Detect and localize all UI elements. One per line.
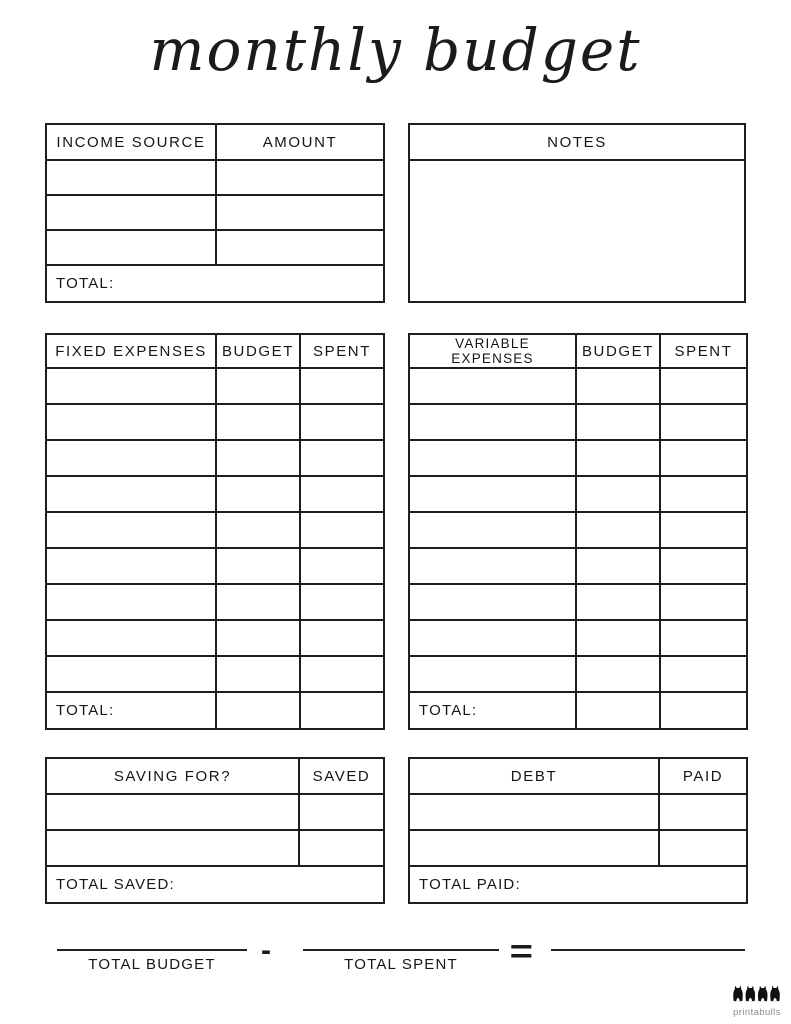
empty-cell[interactable] xyxy=(576,404,660,440)
variable-expenses-total-row xyxy=(409,692,747,729)
empty-cell[interactable] xyxy=(409,830,659,866)
table-row xyxy=(46,656,384,692)
empty-cell[interactable] xyxy=(660,512,747,548)
empty-cell[interactable] xyxy=(216,512,300,548)
empty-cell[interactable] xyxy=(660,656,747,692)
table-row xyxy=(46,794,384,830)
variable-total-cell[interactable] xyxy=(409,692,576,729)
empty-cell[interactable] xyxy=(660,620,747,656)
table-row xyxy=(46,160,384,195)
empty-cell[interactable] xyxy=(216,476,300,512)
table-row xyxy=(46,195,384,230)
debt-header-row xyxy=(409,758,747,794)
table-row xyxy=(46,620,384,656)
empty-cell[interactable] xyxy=(216,584,300,620)
empty-cell[interactable] xyxy=(216,160,384,195)
empty-cell[interactable] xyxy=(576,368,660,404)
table-row xyxy=(409,620,747,656)
empty-cell[interactable] xyxy=(409,512,576,548)
empty-cell[interactable] xyxy=(659,794,747,830)
empty-cell[interactable] xyxy=(216,230,384,265)
empty-cell[interactable] xyxy=(46,656,216,692)
empty-cell[interactable] xyxy=(216,656,300,692)
result-blank-line[interactable] xyxy=(551,938,745,951)
total-paid-label: TOTAL PAID: xyxy=(419,876,521,893)
empty-cell[interactable] xyxy=(216,620,300,656)
saved-header: SAVED xyxy=(299,758,384,794)
saving-for-header: SAVING FOR? xyxy=(46,758,299,794)
table-row xyxy=(409,404,747,440)
empty-cell[interactable] xyxy=(409,404,576,440)
total-spent-group xyxy=(303,938,499,973)
equals-sign: = xyxy=(509,933,534,969)
income-header-row xyxy=(46,124,384,160)
spent-header: SPENT xyxy=(300,334,384,368)
table-row xyxy=(409,584,747,620)
total-budget-blank-line[interactable] xyxy=(57,938,247,951)
fixed-total-spent-cell[interactable] xyxy=(300,692,384,729)
table-row xyxy=(409,368,747,404)
empty-cell[interactable] xyxy=(409,794,659,830)
budget-header: BUDGET xyxy=(576,334,660,368)
debt-total-row xyxy=(409,866,747,903)
expenses-section xyxy=(45,333,746,730)
amount-header: AMOUNT xyxy=(216,124,384,160)
empty-cell[interactable] xyxy=(46,584,216,620)
variable-expenses-header-row xyxy=(409,334,747,368)
fixed-expenses-total-row xyxy=(46,692,384,729)
variable-total-budget-cell[interactable] xyxy=(576,692,660,729)
table-row xyxy=(46,584,384,620)
empty-cell[interactable] xyxy=(409,440,576,476)
table-row xyxy=(46,548,384,584)
page-title: monthly budget xyxy=(149,16,642,84)
fixed-expenses-header: FIXED EXPENSES xyxy=(46,334,216,368)
printabulls-logo xyxy=(732,984,782,1018)
empty-cell[interactable] xyxy=(660,584,747,620)
empty-cell[interactable] xyxy=(216,404,300,440)
fixed-total-budget-cell[interactable] xyxy=(216,692,300,729)
table-row xyxy=(46,230,384,265)
empty-cell[interactable] xyxy=(46,548,216,584)
empty-cell[interactable] xyxy=(576,512,660,548)
paid-header: PAID xyxy=(659,758,747,794)
table-row xyxy=(409,512,747,548)
empty-cell[interactable] xyxy=(300,476,384,512)
empty-cell[interactable] xyxy=(300,440,384,476)
total-budget-group xyxy=(57,938,247,973)
empty-cell[interactable] xyxy=(46,512,216,548)
fixed-expenses-header-row xyxy=(46,334,384,368)
empty-cell[interactable] xyxy=(216,195,384,230)
minus-sign: - xyxy=(261,934,271,967)
total-paid-cell[interactable] xyxy=(409,866,747,903)
content-area xyxy=(45,123,746,904)
empty-cell[interactable] xyxy=(300,548,384,584)
income-total-row xyxy=(46,265,384,302)
empty-cell[interactable] xyxy=(576,656,660,692)
total-spent-label: TOTAL SPENT xyxy=(344,956,458,973)
summary-equation xyxy=(45,933,746,973)
empty-cell[interactable] xyxy=(576,584,660,620)
empty-cell[interactable] xyxy=(576,440,660,476)
empty-cell[interactable] xyxy=(300,404,384,440)
empty-cell[interactable] xyxy=(300,620,384,656)
table-row xyxy=(46,404,384,440)
savings-table xyxy=(45,757,385,904)
table-row xyxy=(409,830,747,866)
variable-expenses-table xyxy=(408,333,748,730)
table-row xyxy=(46,440,384,476)
spent-header: SPENT xyxy=(660,334,747,368)
table-row xyxy=(46,368,384,404)
notes-header-row xyxy=(409,124,745,160)
notes-header: NOTES xyxy=(409,124,745,160)
table-row xyxy=(409,476,747,512)
table-row xyxy=(409,440,747,476)
fixed-expenses-table xyxy=(45,333,385,730)
empty-cell[interactable] xyxy=(660,548,747,584)
bulldogs-icon xyxy=(732,984,782,1003)
empty-cell[interactable] xyxy=(409,476,576,512)
variable-expenses-header: VARIABLE EXPENSES xyxy=(409,334,576,368)
empty-cell[interactable] xyxy=(409,584,576,620)
empty-cell[interactable] xyxy=(660,368,747,404)
empty-cell[interactable] xyxy=(300,656,384,692)
notes-body-row xyxy=(409,160,745,302)
empty-cell[interactable] xyxy=(409,620,576,656)
empty-cell[interactable] xyxy=(46,794,299,830)
notes-table xyxy=(408,123,746,303)
empty-cell[interactable] xyxy=(409,548,576,584)
empty-cell[interactable] xyxy=(576,548,660,584)
savings-debt-section xyxy=(45,757,746,904)
empty-cell[interactable] xyxy=(299,830,384,866)
result-group xyxy=(551,938,745,951)
empty-cell[interactable] xyxy=(46,160,216,195)
table-row xyxy=(409,548,747,584)
empty-cell[interactable] xyxy=(300,512,384,548)
empty-cell[interactable] xyxy=(46,195,216,230)
empty-cell[interactable] xyxy=(660,404,747,440)
empty-cell[interactable] xyxy=(46,440,216,476)
empty-cell[interactable] xyxy=(46,230,216,265)
empty-cell[interactable] xyxy=(409,656,576,692)
empty-cell[interactable] xyxy=(46,368,216,404)
table-row xyxy=(46,476,384,512)
table-row xyxy=(409,794,747,830)
variable-total-label: TOTAL: xyxy=(419,702,478,719)
total-budget-label: TOTAL BUDGET xyxy=(88,956,216,973)
empty-cell[interactable] xyxy=(300,584,384,620)
logo-text: printabulls xyxy=(733,1007,781,1018)
empty-cell[interactable] xyxy=(576,620,660,656)
empty-cell[interactable] xyxy=(46,476,216,512)
income-source-header: INCOME SOURCE xyxy=(46,124,216,160)
debt-table xyxy=(408,757,748,904)
debt-header: DEBT xyxy=(409,758,659,794)
savings-total-row xyxy=(46,866,384,903)
empty-cell[interactable] xyxy=(300,368,384,404)
empty-cell[interactable] xyxy=(216,548,300,584)
empty-cell[interactable] xyxy=(46,830,299,866)
empty-cell[interactable] xyxy=(216,368,300,404)
total-spent-blank-line[interactable] xyxy=(303,938,499,951)
empty-cell[interactable] xyxy=(299,794,384,830)
empty-cell[interactable] xyxy=(576,476,660,512)
income-total-label: TOTAL: xyxy=(56,275,115,292)
total-saved-label: TOTAL SAVED: xyxy=(56,876,175,893)
variable-total-spent-cell[interactable] xyxy=(660,692,747,729)
table-row xyxy=(46,830,384,866)
empty-cell[interactable] xyxy=(46,404,216,440)
notes-input-area[interactable] xyxy=(409,160,745,302)
table-row xyxy=(409,656,747,692)
empty-cell[interactable] xyxy=(659,830,747,866)
empty-cell[interactable] xyxy=(216,440,300,476)
budget-header: BUDGET xyxy=(216,334,300,368)
empty-cell[interactable] xyxy=(409,368,576,404)
top-section xyxy=(45,123,746,303)
empty-cell[interactable] xyxy=(660,476,747,512)
table-row xyxy=(46,512,384,548)
fixed-total-label: TOTAL: xyxy=(56,702,115,719)
empty-cell[interactable] xyxy=(46,620,216,656)
income-total-cell[interactable] xyxy=(46,265,384,302)
income-table xyxy=(45,123,385,303)
empty-cell[interactable] xyxy=(660,440,747,476)
fixed-total-cell[interactable] xyxy=(46,692,216,729)
total-saved-cell[interactable] xyxy=(46,866,384,903)
savings-header-row xyxy=(46,758,384,794)
